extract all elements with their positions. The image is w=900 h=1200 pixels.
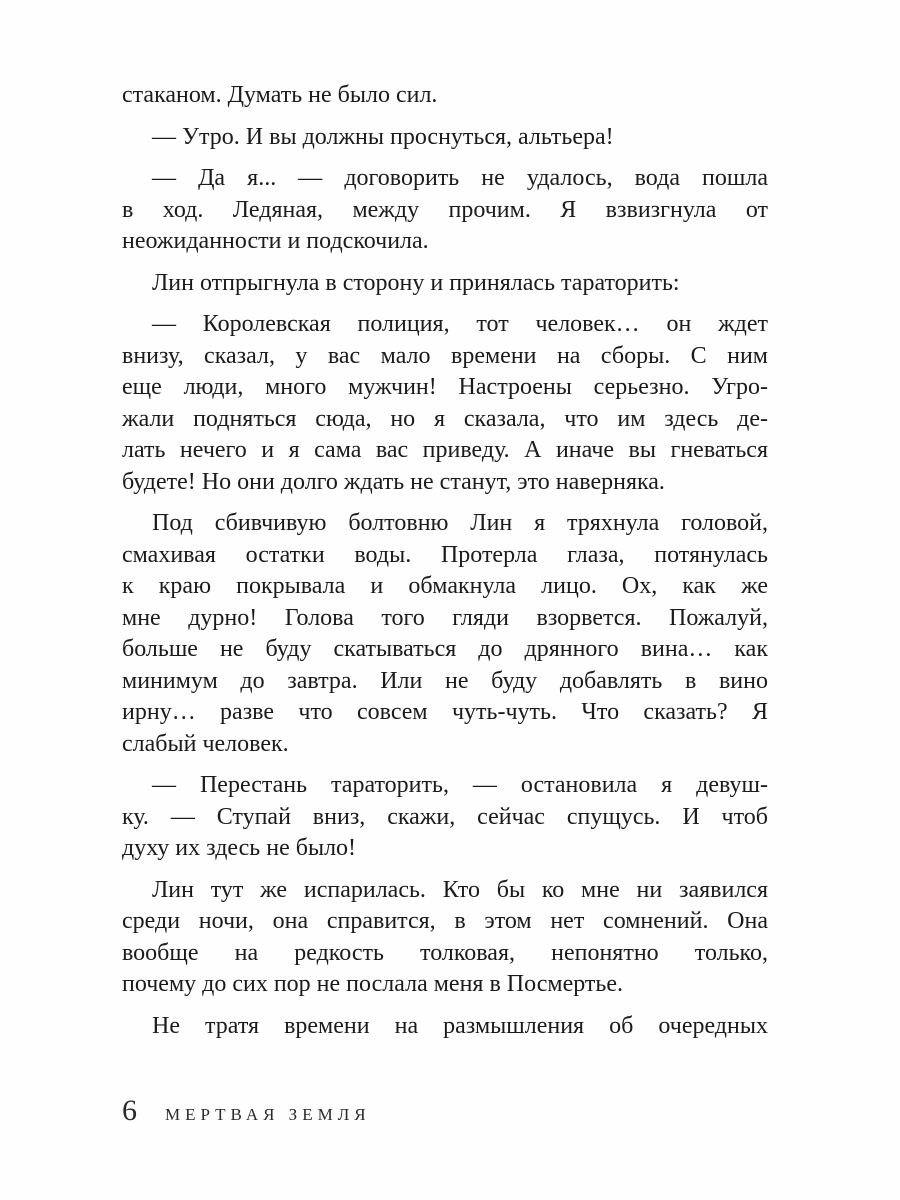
text-line: неожиданности и подскочила.: [122, 228, 429, 254]
text-line: ку. — Ступай вниз, скажи, сейчас спущусь. И чтоб: [122, 803, 768, 830]
text-line: — Утро. И вы должны проснуться, альтьера!: [152, 123, 614, 150]
text-line: мне дурно! Голова того гляди взорвется. Пожалуй,: [122, 604, 768, 631]
text-line: Не тратя времени на размышления об очередных: [152, 1012, 768, 1039]
paragraph: [122, 309, 768, 498]
paragraph: [122, 163, 768, 258]
paragraph: [122, 268, 768, 300]
text-line: вообще на редкость толковая, непонятно только,: [122, 939, 768, 966]
text-line: Лин тут же испарилась. Кто бы ко мне ни заявился: [152, 876, 768, 903]
paragraph: [122, 875, 768, 1001]
paragraph: [122, 508, 768, 760]
paragraph: [122, 1011, 768, 1043]
text-line: жали подняться сюда, но я сказала, что им здесь де-: [122, 405, 768, 432]
text-line: в ход. Ледяная, между прочим. Я взвизгнула от: [122, 196, 768, 223]
text-line: Лин отпрыгнула в сторону и принялась тараторить:: [152, 269, 680, 296]
page-text: [122, 80, 768, 1042]
text-line: среди ночи, она справится, в этом нет сомнений. Она: [122, 908, 768, 934]
text-line: духу их здесь не было!: [122, 835, 357, 861]
text-line: еще люди, много мужчин! Настроены серьезно. Угро-: [122, 374, 768, 400]
text-line: — Да я... — договорить не удалось, вода пошла: [152, 165, 768, 191]
page-number: 6: [122, 1094, 137, 1127]
paragraph: [122, 80, 768, 112]
text-line: лать нечего и я сама вас приведу. А иначе вы гневаться: [122, 437, 768, 463]
paragraph: [122, 122, 768, 154]
text-line: — Перестань тараторить, — остановила я девуш-: [152, 772, 768, 798]
text-line: Под сбивчивую болтовню Лин я тряхнула головой,: [152, 510, 768, 536]
text-line: будете! Но они долго ждать не станут, это наверняка.: [122, 468, 665, 495]
text-line: слабый человек.: [122, 730, 289, 757]
text-line: внизу, сказал, у вас мало времени на сборы. С ним: [122, 342, 768, 369]
running-title: МЕРТВАЯ ЗЕМЛЯ: [165, 1105, 371, 1124]
paragraph: [122, 770, 768, 865]
text-line: больше не буду скатываться до дрянного вина… как: [122, 636, 768, 662]
text-line: почему до сих пор не послала меня в Посмертье.: [122, 971, 623, 997]
text-line: стаканом. Думать не было сил.: [122, 82, 438, 108]
text-line: к краю покрывала и обмакнула лицо. Ох, как же: [122, 573, 768, 599]
text-line: смахивая остатки воды. Протерла глаза, потянулась: [122, 541, 768, 568]
text-line: — Королевская полиция, тот человек… он ждет: [152, 311, 768, 337]
text-line: минимум до завтра. Или не буду добавлять в вино: [122, 667, 768, 694]
text-line: ирну… разве что совсем чуть-чуть. Что сказать? Я: [122, 699, 768, 725]
page-footer: [122, 1096, 768, 1126]
